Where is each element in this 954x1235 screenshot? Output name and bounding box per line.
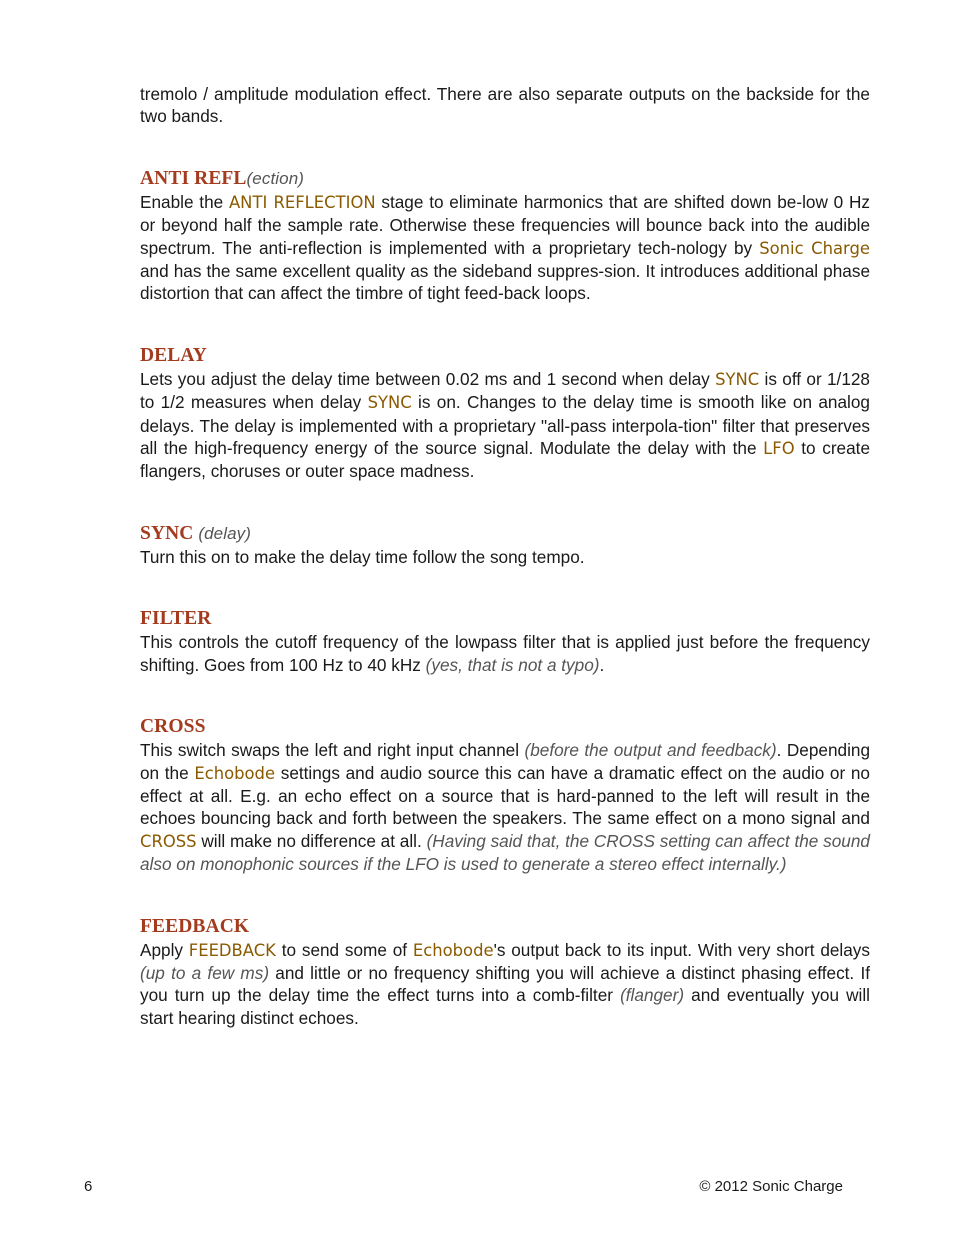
section-heading-suffix: (delay) — [193, 523, 251, 543]
body-text: Turn this on to make the delay time follow the song tempo. — [140, 546, 585, 567]
section-body — [140, 546, 870, 568]
keyword-reference: Sonic Charge — [759, 238, 870, 258]
section-heading-title: CROSS — [140, 716, 206, 738]
sections-container — [140, 167, 870, 1029]
section-heading-title: DELAY — [140, 344, 207, 366]
copyright-notice: © 2012 Sonic Charge — [699, 1178, 843, 1195]
section-delay — [140, 344, 870, 483]
section-body — [140, 191, 870, 305]
body-text: will make no difference at all. — [196, 830, 427, 851]
section-body — [140, 368, 870, 483]
section-heading-suffix: (ection) — [246, 168, 305, 188]
body-text: stage to eliminate harmonics that are shifted down be-low 0 Hz or beyond half the sample rate. Otherwise these frequencies will bounce back into the audible spectrum. The anti-reflection is implemented with a proprietary tech-nology by — [140, 191, 870, 258]
section-body — [140, 939, 870, 1030]
section-body — [140, 631, 870, 676]
section-heading — [140, 607, 870, 631]
italic-note: (Having said that, the CROSS setting can affect the sound also on monophonic sources if the LFO is used to generate a stereo effect internally.) — [140, 830, 870, 875]
section-heading — [140, 167, 870, 191]
body-text: . — [599, 654, 605, 675]
body-text: and eventually you will start hearing distinct echoes. — [140, 985, 870, 1028]
page-number: 6 — [84, 1178, 93, 1195]
section-heading — [140, 915, 870, 939]
keyword-reference: LFO — [763, 439, 795, 459]
keyword-reference: Echobode — [194, 763, 276, 783]
body-text: to create flangers, choruses or outer space madness. — [140, 438, 871, 482]
body-text: and little or no frequency shifting you will achieve a distinct phasing effect. If you turn up the delay time the effect turns into a comb-filter — [140, 962, 870, 1006]
section-cross — [140, 715, 870, 875]
section-filter — [140, 607, 870, 676]
section-feedback — [140, 915, 870, 1030]
section-heading-title: SYNC — [140, 522, 194, 544]
italic-note: (flanger) — [620, 985, 685, 1006]
section-heading — [140, 715, 870, 739]
page-content — [140, 83, 870, 1029]
body-text: Apply — [140, 939, 189, 960]
italic-note: (yes, that is not a typo) — [425, 654, 600, 675]
section-anti-refl — [140, 167, 870, 305]
italic-note: (before the output and feedback) — [524, 740, 777, 761]
body-text: . Depending on the — [140, 740, 871, 783]
body-text: This switch swaps the left and right input channel — [140, 740, 525, 761]
section-body — [140, 739, 870, 875]
body-text: and has the same excellent quality as the sideband suppres-sion. It introduces additional phase distortion that can affect the timbre of tight feed-back loops. — [140, 261, 870, 304]
body-text: to send some of — [275, 939, 413, 960]
keyword-reference: Echobode — [412, 940, 494, 960]
section-sync — [140, 522, 870, 568]
keyword-reference: CROSS — [140, 831, 197, 851]
body-text: is off or 1/128 to 1/2 measures when delay — [140, 368, 870, 413]
body-text: 's output back to its input. With very short delays — [493, 939, 870, 960]
keyword-reference: SYNC — [715, 369, 760, 389]
italic-note: (up to a few ms) — [140, 962, 270, 983]
body-text: is on. Changes to the delay time is smooth like on analog delays. The delay is implemented with a proprietary "all-pass interpola-tion" filter that preserves all the high-frequency energy of the source signal. Modulate the delay with the — [140, 392, 870, 459]
section-heading-title: FILTER — [140, 608, 212, 630]
keyword-reference: SYNC — [367, 393, 412, 413]
keyword-reference: ANTI REFLECTION — [228, 192, 376, 212]
body-text: Enable the — [140, 191, 229, 212]
body-text: This controls the cutoff frequency of the lowpass filter that is applied just before the frequency shifting. Goes from 100 Hz to 40 kHz — [140, 632, 870, 675]
section-heading-title: ANTI REFL — [140, 167, 247, 189]
keyword-reference: FEEDBACK — [188, 940, 276, 960]
section-heading — [140, 522, 870, 546]
intro-paragraph: tremolo / amplitude modulation effect. There are also separate outputs on the backside for the two bands. — [140, 84, 870, 127]
body-text: Lets you adjust the delay time between 0.02 ms and 1 second when delay — [140, 368, 716, 389]
body-text: settings and audio source this can have a dramatic effect on the audio or no effect at all. E.g. an echo effect on a source that is hard-panned to the left will result in the echoes bouncing back and forth between the speakers. The same effect on a mono signal and — [140, 762, 870, 829]
section-heading-title: FEEDBACK — [140, 915, 250, 937]
section-heading — [140, 344, 870, 368]
